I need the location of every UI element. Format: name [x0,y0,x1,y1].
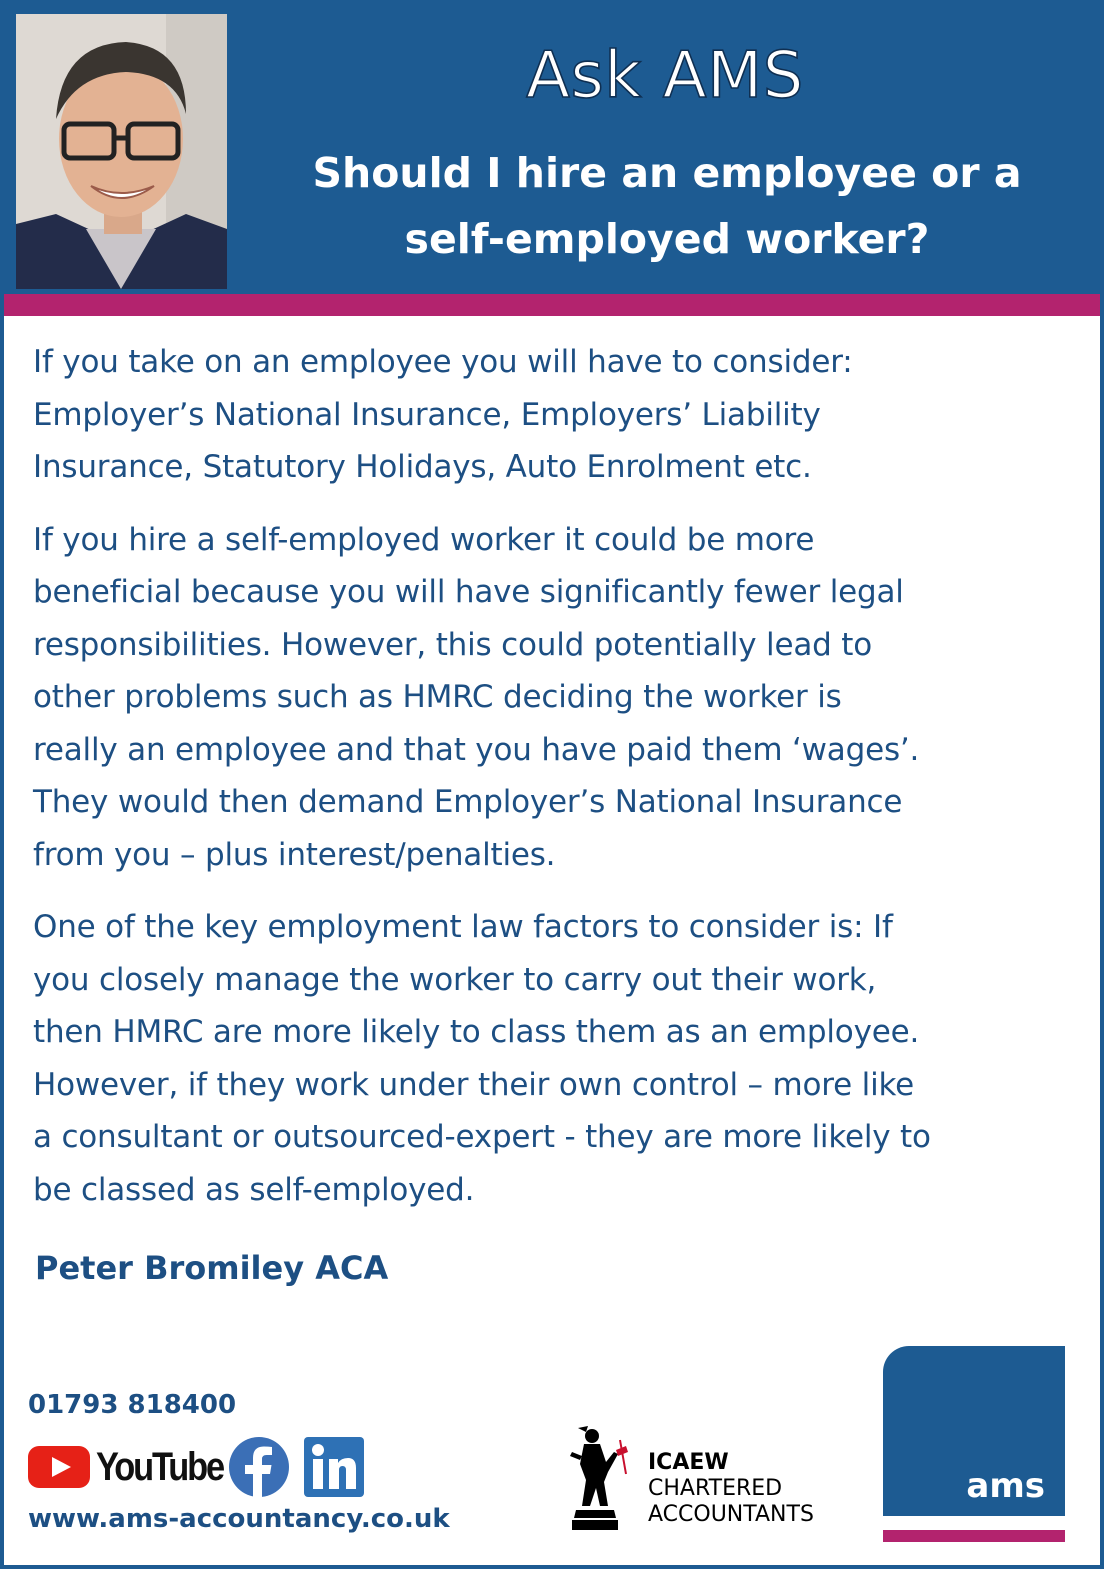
text-line: beneficial because you will have significantly fewer legal [33,574,904,610]
page-title: Ask AMS [526,39,804,113]
youtube-label[interactable]: YouTube [96,1444,223,1489]
social-links [28,1436,364,1498]
author-photo [16,14,227,289]
text-line: responsibilities. However, this could potentially lead to [33,626,872,663]
linkedin-icon[interactable] [304,1437,364,1497]
author-signature: Peter Bromiley ACA [35,1249,389,1287]
icaew-figure-icon [570,1422,642,1534]
paragraph [33,514,1083,882]
text-line: They would then demand Employer’s National Insurance [33,784,903,820]
youtube-icon[interactable] [28,1446,90,1488]
paragraph [33,336,1083,494]
text-line: be classed as self-employed. [33,1171,475,1208]
text-line: you closely manage the worker to carry out their work, [33,961,877,998]
article-body [33,336,1083,1216]
text-line: If you hire a self-employed worker it could be more [33,521,815,558]
icaew-text [648,1450,814,1528]
website-link[interactable]: www.ams-accountancy.co.uk [28,1504,450,1534]
facebook-icon[interactable] [228,1436,290,1498]
ams-logo-text: ams [966,1466,1045,1506]
text-line: Employer’s National Insurance, Employers’ Liability [33,396,821,433]
icaew-line: ICAEW [648,1450,729,1475]
text-line: However, if they work under their own control – more like [33,1066,915,1103]
text-line: then HMRC are more likely to class them as an employee. [33,1014,920,1050]
accent-divider [4,294,1100,316]
text-line: If you take on an employee you will have to consider: [33,344,853,380]
icaew-logo [570,1422,860,1537]
ams-logo-underline [883,1530,1065,1542]
icaew-line: ACCOUNTANTS [648,1502,814,1527]
page-subtitle [244,140,1090,272]
text-line: from you – plus interest/penalties. [33,836,556,873]
subtitle-line: self-employed worker? [404,215,930,263]
text-line: One of the key employment law factors to consider is: If [33,909,893,945]
subtitle-line: Should I hire an employee or a [312,149,1022,197]
paragraph [33,901,1083,1216]
text-line: a consultant or outsourced-expert - they are more likely to [33,1119,931,1155]
ams-logo [883,1346,1065,1516]
text-line: other problems such as HMRC deciding the worker is [33,679,842,715]
header-banner [4,4,1100,294]
text-line: Insurance, Statutory Holidays, Auto Enrolment etc. [33,449,812,485]
icaew-line: CHARTERED [648,1476,783,1501]
phone-number[interactable]: 01793 818400 [28,1390,237,1420]
text-line: really an employee and that you have paid them ‘wages’. [33,731,920,768]
